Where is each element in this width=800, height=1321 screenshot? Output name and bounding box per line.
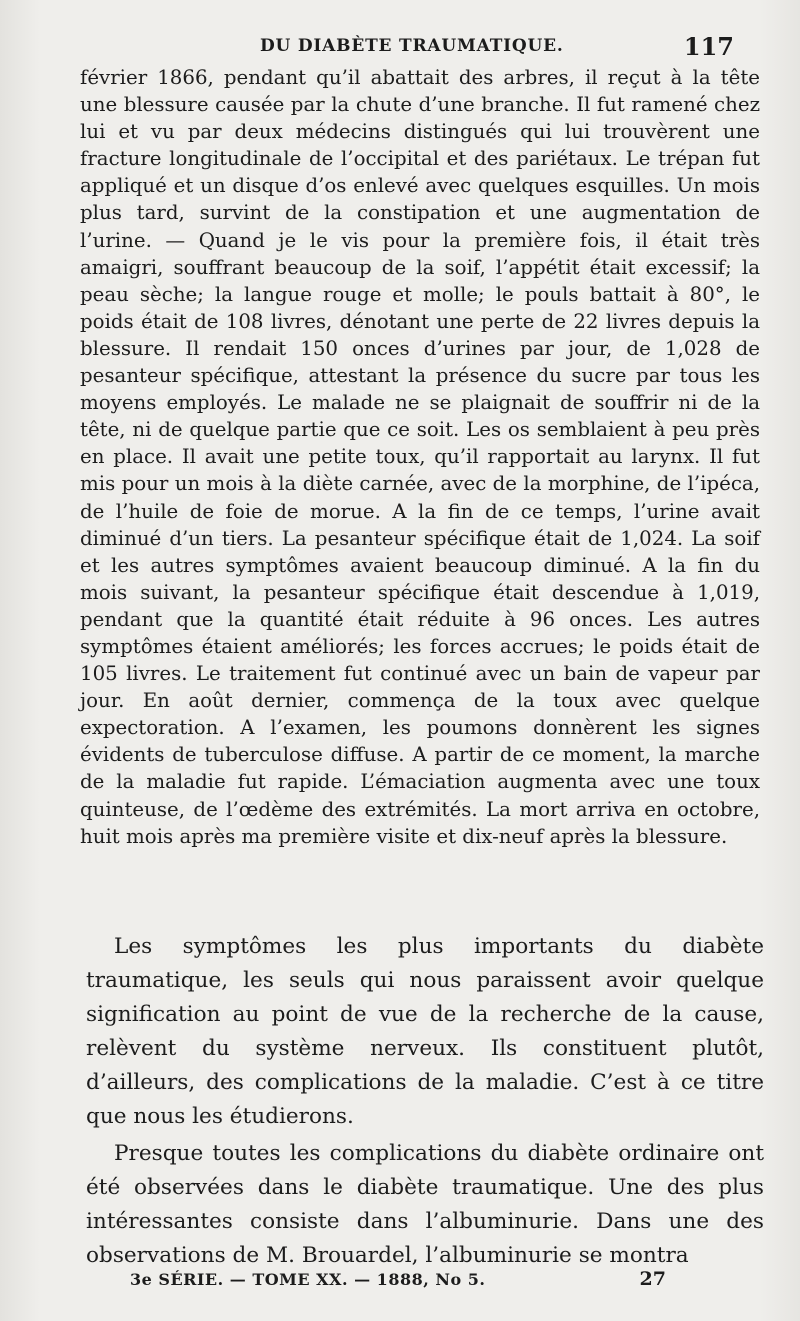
running-head: DU DIABÈTE TRAUMATIQUE. [260,36,564,56]
page-number: 117 [683,32,734,61]
observation-text: février 1866, pendant qu’il abattait des arbres, il reçut à la tête une blessure causée par la chute d’une branche. Il fut ramené chez lui et vu par deux médecins distingués qui lui trouvèrent une fracture longitudinale de l’occipital et des pariétaux. Le trépan fut appliqué et un disque d’os enlevé avec quelques esquilles. Un mois plus tard, survint de la constipation et une augmentation de l’urine. — Quand je le vis pour la première fois, il était très amaigri, souffrant beaucoup de la soif, l’appétit était excessif; la peau sèche; la langue rouge et molle; le pouls battait à 80°, le poids était de 108 livres, dénotant une perte de 22 livres depuis la blessure. Il rendait 150 onces d’urines par jour, de 1,028 de pesanteur spécifique, attestant la présence du sucre par tous les moyens employés. Le malade ne se plaignait de souffrir ni de la tête, ni de quelque partie que ce soit. Les os semblaient à peu près en place. Il avait une petite toux, qu’il rapportait au larynx. Il fut mis pour un mois à la diète carnée, avec de la morphine, de l’ipéca, de l’huile de foie de morue. A la fin de ce temps, l’urine avait diminué d’un tiers. La pesanteur spécifique était de 1,024. La soif et les autres symptômes avaient beaucoup diminué. A la fin du mois suivant, la pesanteur spécifique était descendue à 1,019, pendant que la quantité était réduite à 96 onces. Les autres symptômes étaient améliorés; les forces accrues; le poids était de 105 livres. Le traitement fut continué avec un bain de vapeur par jour. En août dernier, commença de la toux avec quelque expectoration. A l’examen, les poumons donnèrent les signes évidents de tuberculose diffuse. A partir de ce moment, la marche de la maladie fut rapide. L’émaciation augmenta avec une toux quinteuse, de l’œdème des extrémités. La mort arriva en octobre, huit mois après ma première visite et dix-neuf après la blessure. [80,66,760,848]
observation-block [80,64,760,850]
page-header [80,30,752,64]
body-paragraph-2: Presque toutes les complications du diabète ordinaire ont été observées dans le diabète traumatique. Une des plus intéressantes consiste dans l’albuminurie. Dans une des observations de M. Brouardel, l’albuminurie se montra [86,1141,764,1268]
signature-mark: 3e SÉRIE. — TOME XX. — 1888, No 5. [130,1270,486,1289]
page-footer [80,1268,752,1296]
signature-number: 27 [639,1268,666,1290]
body-paragraph-1: Les symptômes les plus importants du diabète traumatique, les seuls qui nous paraissent avoir quelque signification au point de vue de la recherche de la cause, relèvent du système nerveux. Ils constituent plutôt, d’ailleurs, des complications de la maladie. C’est à ce titre que nous les étudierons. [86,934,764,1129]
main-text-block [86,930,764,1276]
